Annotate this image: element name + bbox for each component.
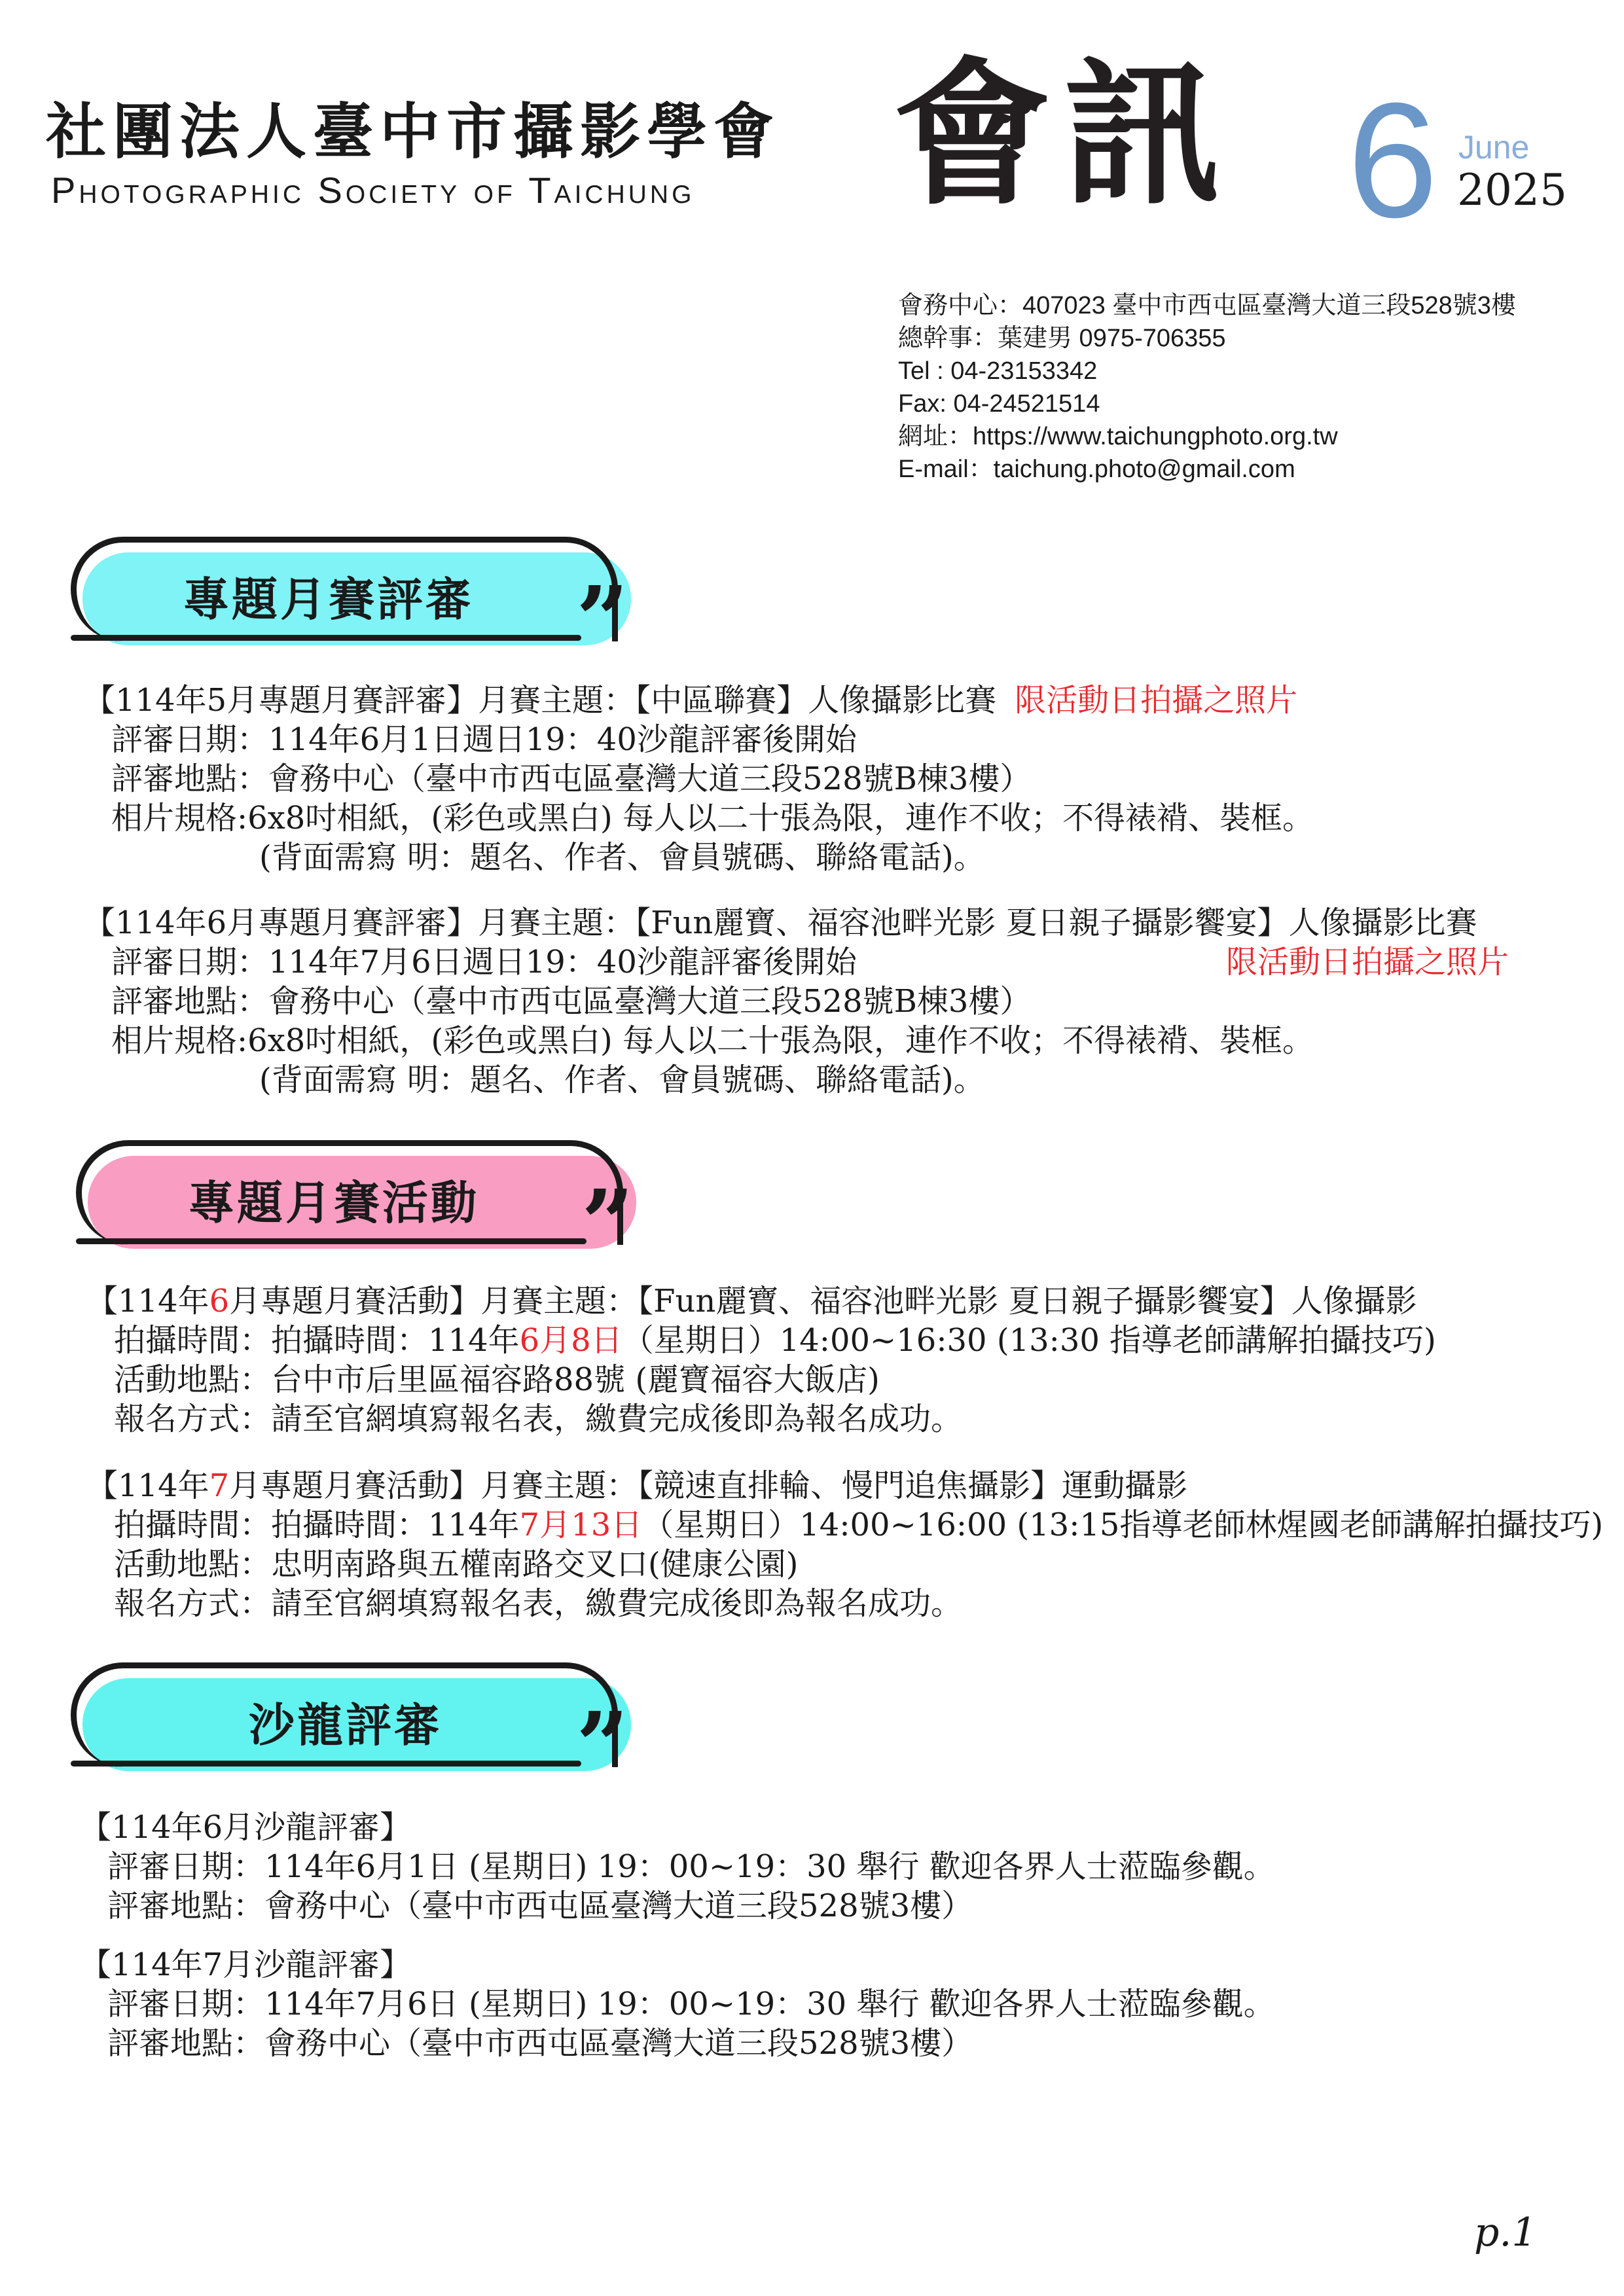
contact-secretary: 總幹事：葉建男 0975-706355 bbox=[898, 325, 1226, 352]
quote-mark-icon: ” bbox=[581, 1170, 634, 1278]
activity-june-heading: 【114年6月專題月賽活動】月賽主題：【Fun麗寶、福容池畔光影 夏日親子攝影饗宴】人像攝影 bbox=[86, 1283, 1417, 1319]
badge-frame-bottom bbox=[76, 1238, 586, 1244]
org-name-chinese: 社團法人臺中市攝影學會 bbox=[46, 97, 781, 167]
salon-june-heading: 【114年6月沙龍評審】 bbox=[80, 1809, 412, 1846]
section-title: 沙龍評審 bbox=[249, 1698, 442, 1752]
salon-july-date: 評審日期：114年7月6日 (星期日) 19：00~19：30 舉行 歡迎各界人士蒞臨參觀。 bbox=[107, 1986, 1275, 2022]
activity-july-signup: 報名方式：請至官網填寫報名表，繳費完成後即為報名成功。 bbox=[114, 1585, 963, 1622]
org-name-english: Photographic Society of Taichung bbox=[51, 170, 695, 211]
activity-june-block bbox=[86, 1282, 1436, 1439]
review-may-heading: 【114年5月專題月賽評審】月賽主題：【中區聯賽】人像攝影比賽 限活動日拍攝之照片 bbox=[84, 682, 1298, 719]
salon-july-block bbox=[80, 1945, 1275, 2063]
badge-frame-bottom bbox=[71, 1761, 581, 1767]
contact-address: 會務中心：407023 臺中市西屯區臺灣大道三段528號3樓 bbox=[898, 292, 1516, 319]
section-title: 專題月賽評審 bbox=[183, 573, 474, 626]
issue-year: 2025 bbox=[1457, 165, 1567, 215]
section-header-review bbox=[65, 537, 655, 674]
salon-june-place: 評審地點：會務中心（臺中市西屯區臺灣大道三段528號3樓） bbox=[107, 1888, 973, 1924]
activity-june-place: 活動地點：台中市后里區福容路88號 (麗寶福容大飯店) bbox=[114, 1361, 880, 1398]
activity-july-block bbox=[86, 1466, 1603, 1623]
activity-july-place: 活動地點：忠明南路與五權南路交叉口(健康公園) bbox=[114, 1546, 799, 1583]
review-may-place: 評審地點：會務中心（臺中市西屯區臺灣大道三段528號B棟3樓） bbox=[111, 761, 1032, 797]
review-june-spec: 相片規格:6x8吋相紙，(彩色或黑白) 每人以二十張為限，連作不收；不得裱褙、裝框。 bbox=[111, 1022, 1314, 1059]
section-header-salon bbox=[65, 1662, 655, 1800]
salon-july-heading: 【114年7月沙龍評審】 bbox=[80, 1946, 412, 1983]
quote-mark-icon: ” bbox=[576, 1693, 629, 1800]
contact-block bbox=[898, 289, 1516, 486]
review-may-spec: 相片規格:6x8吋相紙，(彩色或黑白) 每人以二十張為限，連作不收；不得裱褙、裝框。 bbox=[111, 800, 1314, 836]
review-june-note: 限活動日拍攝之照片 bbox=[1226, 944, 1509, 980]
activity-july-time: 拍攝時間：拍攝時間：114年7月13日（星期日）14:00~16:00 (13:15指導老師林煋國老師講解拍攝技巧) bbox=[114, 1507, 1604, 1543]
contact-website[interactable]: 網址：https://www.taichungphoto.org.tw bbox=[898, 423, 1338, 450]
contact-fax: Fax: 04-24521514 bbox=[898, 390, 1100, 418]
contact-email[interactable]: E-mail：taichung.photo@gmail.com bbox=[898, 456, 1295, 483]
section-header-activity bbox=[71, 1140, 660, 1278]
review-may-note: 限活動日拍攝之照片 bbox=[1015, 682, 1298, 719]
review-june-block bbox=[84, 903, 1509, 1100]
activity-june-time: 拍攝時間：拍攝時間：114年6月8日（星期日）14:00~16:30 (13:30 指導老師講解拍攝技巧) bbox=[114, 1322, 1436, 1359]
review-may-block bbox=[84, 681, 1314, 877]
badge-frame-bottom bbox=[71, 635, 581, 641]
section-title: 專題月賽活動 bbox=[189, 1176, 479, 1230]
salon-july-place: 評審地點：會務中心（臺中市西屯區臺灣大道三段528號3樓） bbox=[107, 2025, 973, 2062]
activity-june-signup: 報名方式：請至官網填寫報名表，繳費完成後即為報名成功。 bbox=[114, 1401, 963, 1437]
page-number: p.1 bbox=[1474, 2210, 1537, 2255]
activity-july-heading: 【114年7月專題月賽活動】月賽主題：【競速直排輪、慢門追焦攝影】運動攝影 bbox=[86, 1467, 1188, 1504]
review-may-date: 評審日期：114年6月1日週日19：40沙龍評審後開始 bbox=[111, 721, 857, 758]
salon-june-block bbox=[80, 1808, 1275, 1926]
salon-june-date: 評審日期：114年6月1日 (星期日) 19：00~19：30 舉行 歡迎各界人士蒞臨參觀。 bbox=[107, 1848, 1275, 1885]
review-may-note-back: (背面需寫 明：題名、作者、會員號碼、聯絡電話)。 bbox=[259, 839, 985, 876]
review-june-date-row: 評審日期：114年7月6日週日19：40沙龍評審後開始 限活動日拍攝之照片 bbox=[111, 944, 1509, 980]
quote-mark-icon: ” bbox=[576, 567, 629, 674]
review-june-heading: 【114年6月專題月賽評審】月賽主題：【Fun麗寶、福容池畔光影 夏日親子攝影饗宴】人像攝影比賽 bbox=[84, 905, 1477, 941]
review-june-note-back: (背面需寫 明：題名、作者、會員號碼、聯絡電話)。 bbox=[259, 1062, 985, 1098]
newsletter-title: 會訊 bbox=[893, 43, 1234, 226]
review-june-place: 評審地點：會務中心（臺中市西屯區臺灣大道三段528號B棟3樓） bbox=[111, 983, 1032, 1020]
issue-number: 6 bbox=[1347, 69, 1439, 251]
issue-month: June bbox=[1458, 129, 1530, 166]
contact-tel: Tel : 04-23153342 bbox=[898, 357, 1098, 385]
